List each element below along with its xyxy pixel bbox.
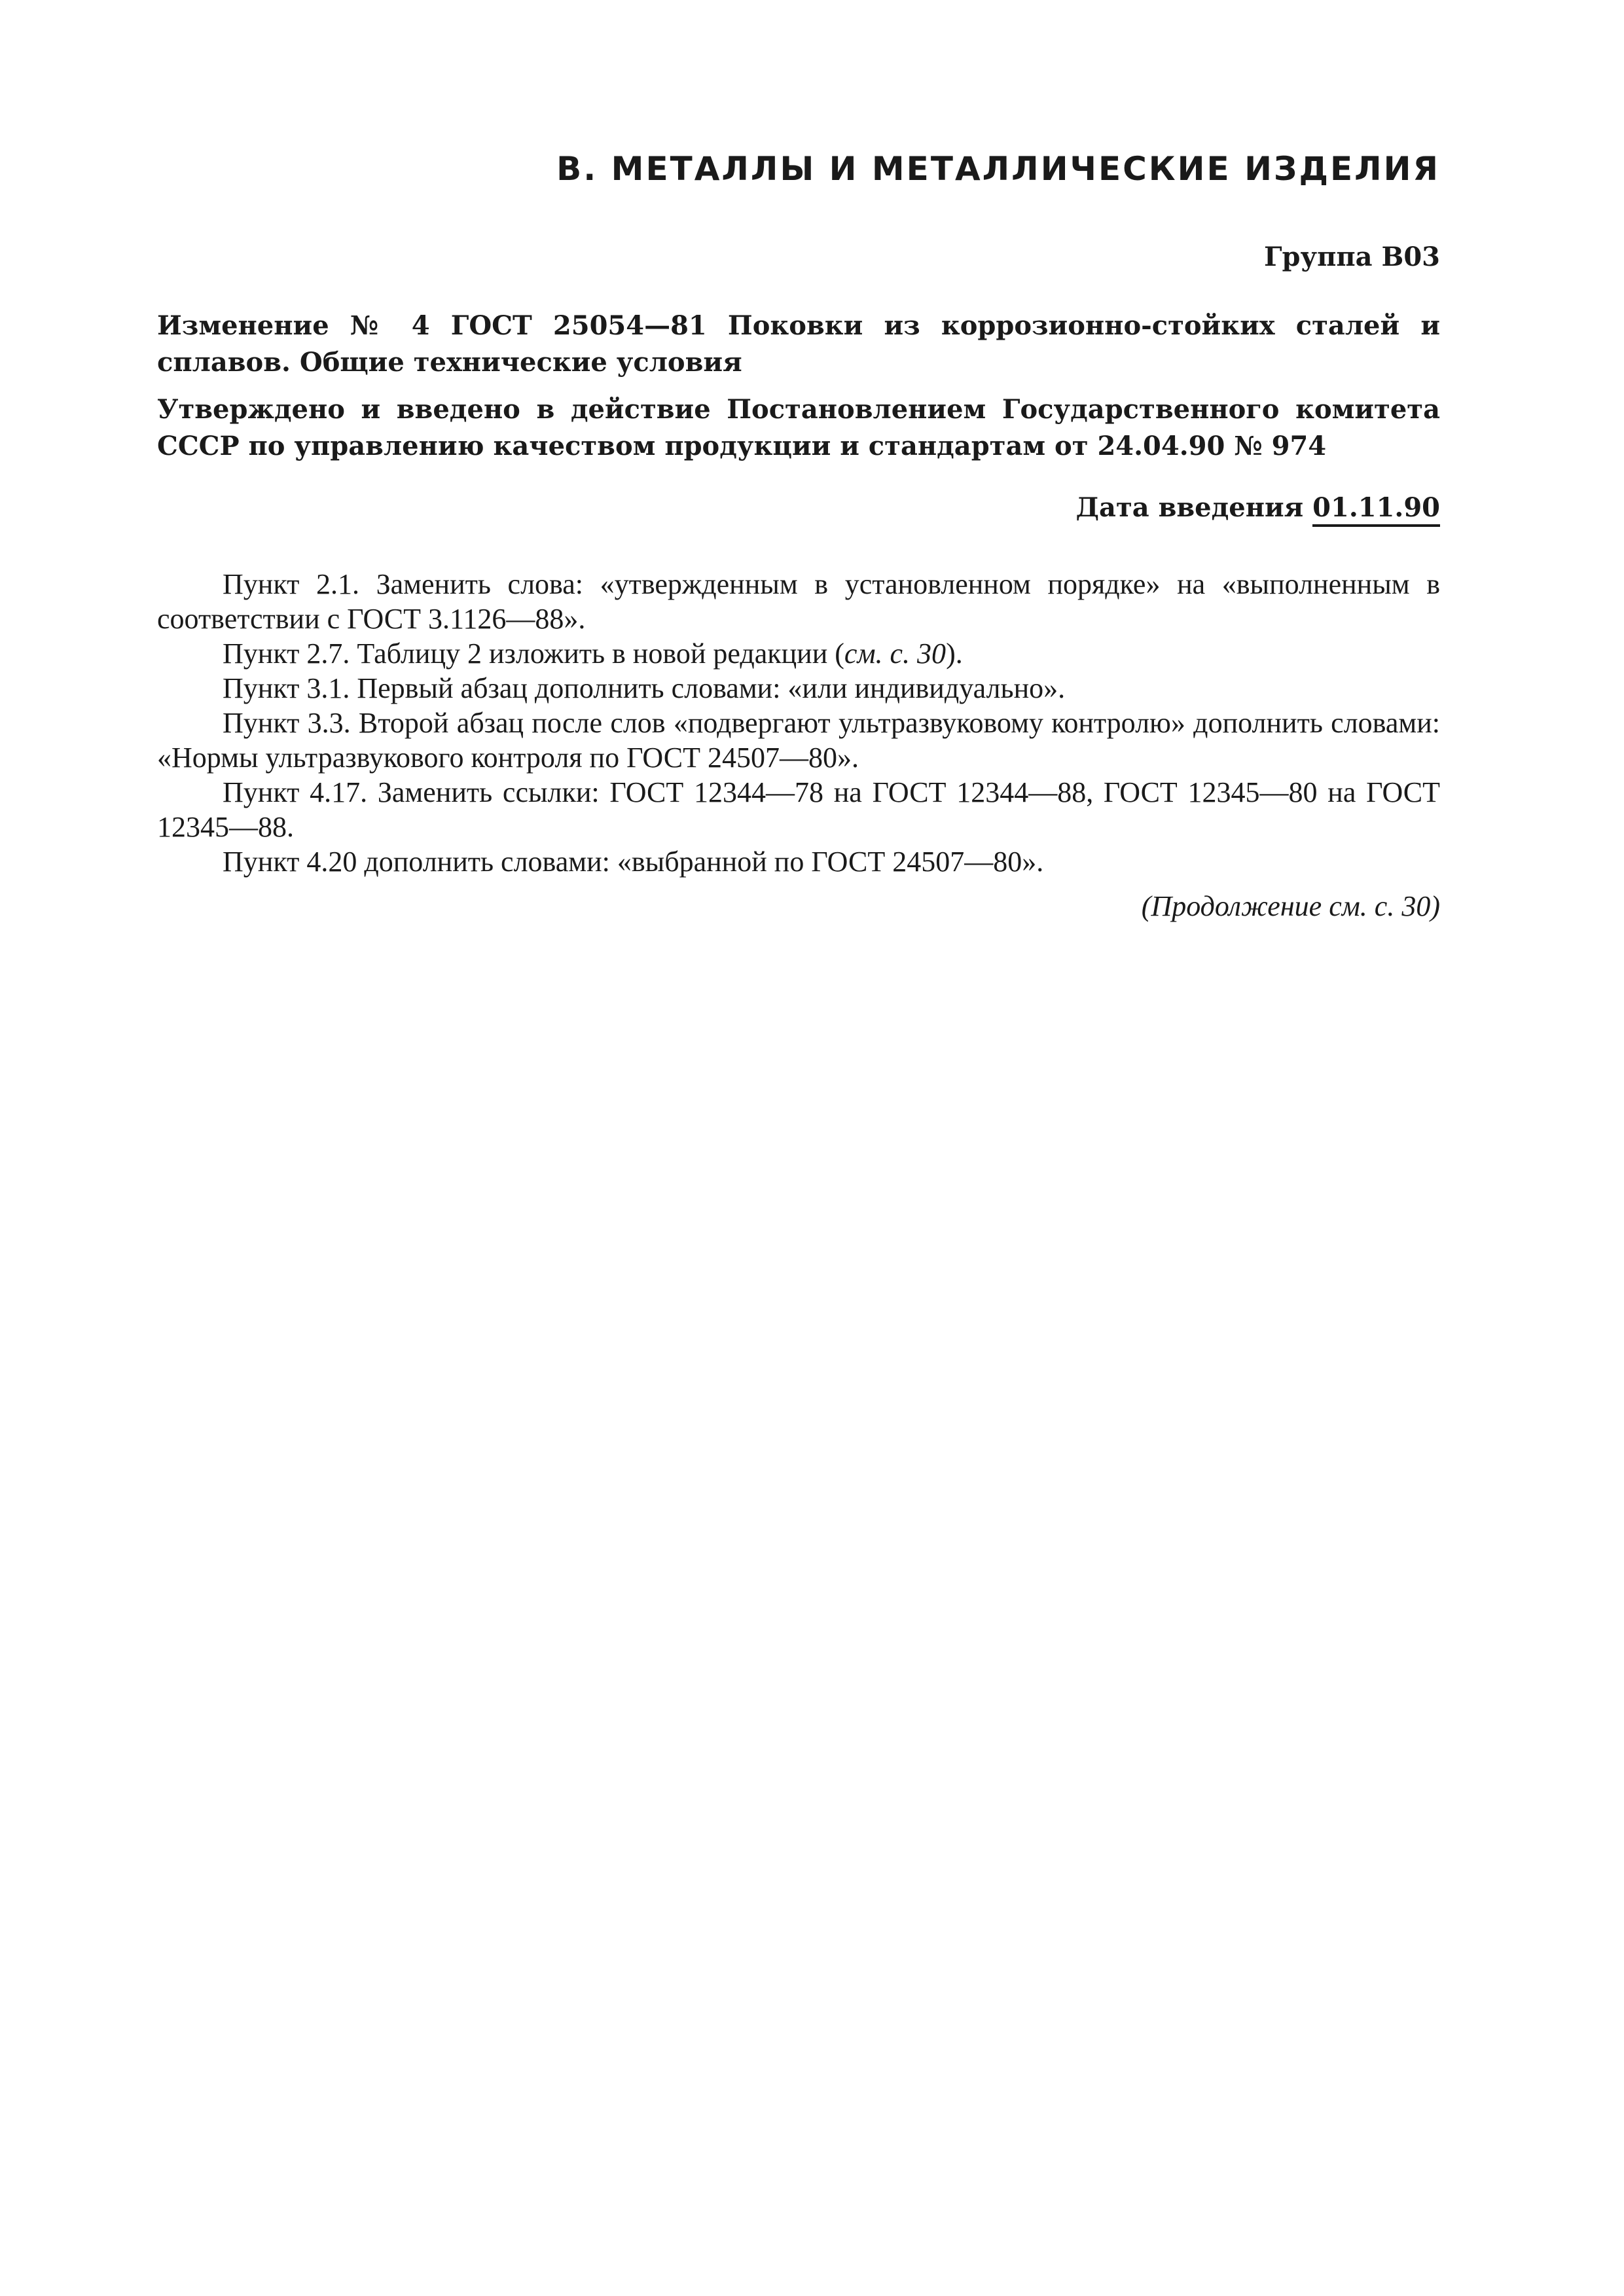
- paragraph-2-7: [157, 636, 1440, 671]
- intro-date-value: 01.11.90: [1312, 492, 1440, 527]
- paragraph-3-3: Пункт 3.3. Второй абзац после слов «подвергают ультразвуковому контролю» дополнить словами: «Нормы ультразвукового контроля по ГОСТ 24507—80».: [157, 707, 1440, 774]
- paragraph-2-7-ref: см. с. 30: [844, 637, 947, 670]
- paragraph-3-1: Пункт 3.1. Первый абзац дополнить словами: «или индивидуально».: [223, 672, 1066, 704]
- approval-statement: Утверждено и введено в действие Постановлением Государственного комитета СССР по управлению качеством продукции и стандартам от 24.04.90 № 974: [157, 394, 1440, 461]
- section-heading: В. МЕТАЛЛЫ И МЕТАЛЛИЧЕСКИЕ ИЗДЕЛИЯ: [556, 150, 1440, 188]
- paragraph-4-20: Пункт 4.20 дополнить словами: «выбранной по ГОСТ 24507—80».: [223, 846, 1044, 878]
- intro-date: [157, 490, 1440, 527]
- paragraph-2-7-text: Пункт 2.7. Таблицу 2 изложить в новой редакции (: [223, 637, 844, 670]
- paragraph-4-17: Пункт 4.17. Заменить ссылки: ГОСТ 12344—78 на ГОСТ 12344—88, ГОСТ 12345—80 на ГОСТ 12345—88.: [157, 776, 1440, 843]
- paragraph-2-1: Пункт 2.1. Заменить слова: «утвержденным в установленном порядке» на «выполненным в соответствии с ГОСТ 3.1126—88».: [157, 568, 1440, 635]
- amendment-body: [157, 567, 1440, 925]
- intro-date-label: Дата введения: [1075, 492, 1304, 523]
- continuation-note: (Продолжение см. с. 30): [1141, 890, 1440, 922]
- change-title: Изменение № 4 ГОСТ 25054—81 Поковки из коррозионно-стойких сталей и сплавов. Общие технические условия: [157, 310, 1440, 378]
- group-label: Группа В03: [1263, 242, 1440, 272]
- paragraph-2-7-end: ).: [946, 637, 963, 670]
